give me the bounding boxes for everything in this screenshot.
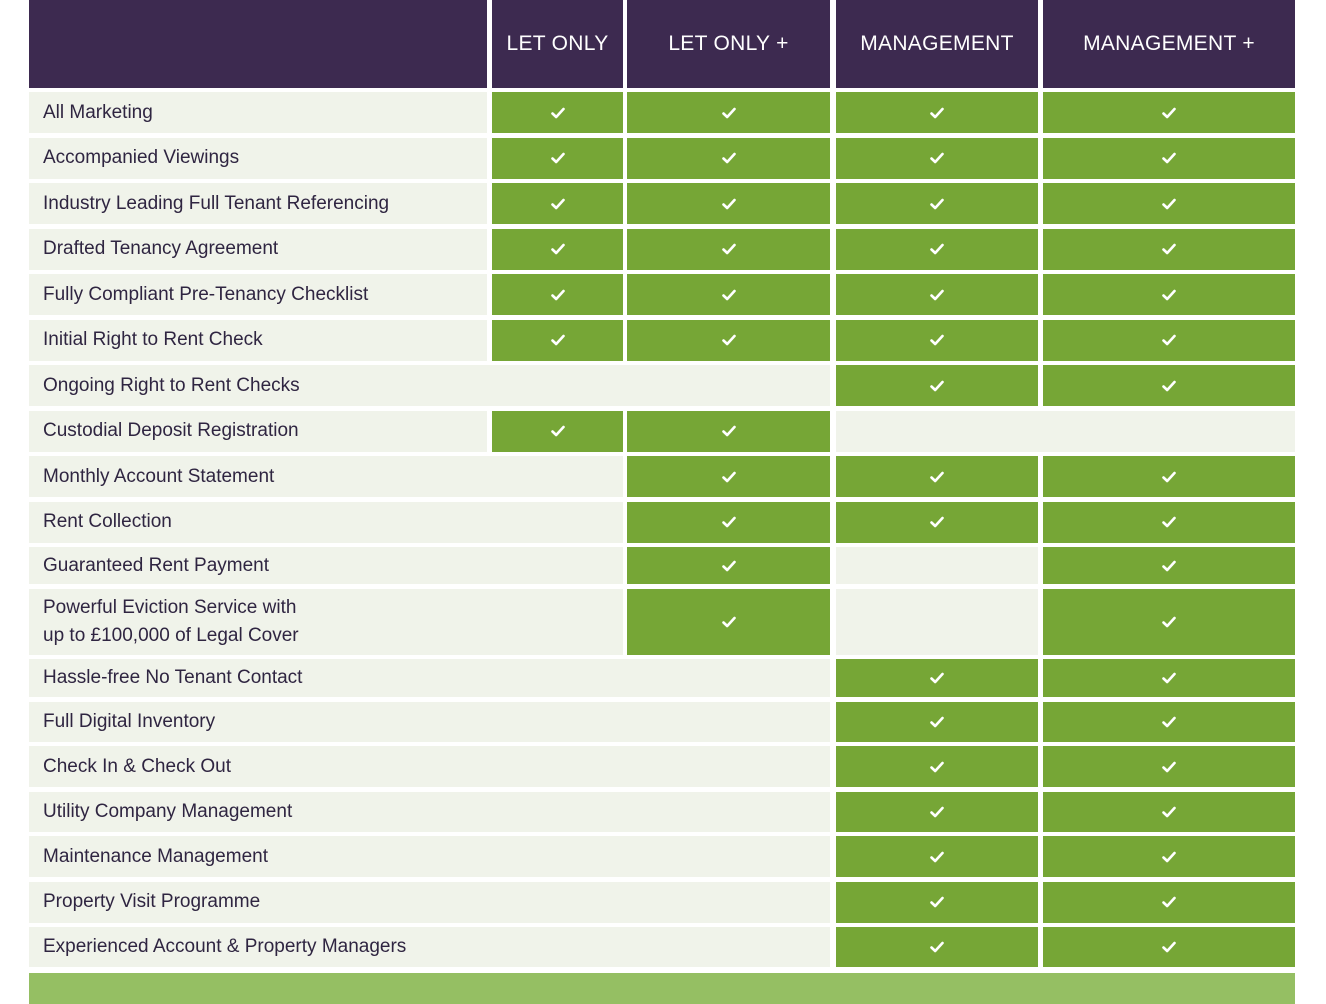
check-cell [627, 183, 830, 224]
check-icon [930, 896, 944, 908]
header-management-plus: MANAGEMENT + [1043, 0, 1295, 88]
empty-cell [836, 547, 1038, 584]
header-management: MANAGEMENT [836, 0, 1038, 88]
empty-cell [487, 659, 830, 697]
check-icon [722, 107, 736, 119]
feature-label: Utility Company Management [29, 792, 487, 832]
check-icon [722, 471, 736, 483]
feature-label: Powerful Eviction Service with up to £100,000 of Legal Cover [29, 589, 487, 655]
check-icon [1162, 289, 1176, 301]
check-cell [492, 411, 623, 452]
check-icon [1162, 334, 1176, 346]
check-cell [627, 411, 830, 452]
check-icon [1162, 941, 1176, 953]
footer-bar [29, 973, 1295, 1004]
check-icon [551, 334, 565, 346]
check-cell [836, 702, 1038, 742]
check-cell [836, 456, 1038, 497]
check-icon [1162, 198, 1176, 210]
check-cell [836, 502, 1038, 543]
check-cell [836, 746, 1038, 787]
empty-cell [487, 882, 830, 923]
check-icon [930, 243, 944, 255]
check-cell [1043, 927, 1295, 967]
check-cell [836, 320, 1038, 361]
check-cell [1043, 547, 1295, 584]
check-icon [930, 107, 944, 119]
check-cell [1043, 456, 1295, 497]
empty-cell [836, 411, 1295, 452]
check-cell [627, 138, 830, 179]
check-cell [627, 547, 830, 584]
check-icon [930, 152, 944, 164]
check-icon [1162, 471, 1176, 483]
check-cell [836, 229, 1038, 270]
check-icon [1162, 806, 1176, 818]
empty-cell [487, 702, 830, 742]
feature-label: Experienced Account & Property Managers [29, 927, 487, 967]
header-blank-cell [29, 0, 487, 88]
check-icon [722, 152, 736, 164]
empty-cell [487, 836, 830, 877]
check-icon [930, 672, 944, 684]
check-icon [722, 560, 736, 572]
check-cell [1043, 274, 1295, 315]
feature-label: Initial Right to Rent Check [29, 320, 487, 361]
check-cell [836, 274, 1038, 315]
check-cell [1043, 138, 1295, 179]
check-icon [722, 243, 736, 255]
check-icon [930, 471, 944, 483]
check-icon [722, 516, 736, 528]
feature-label: Maintenance Management [29, 836, 487, 877]
check-icon [1162, 380, 1176, 392]
check-cell [1043, 882, 1295, 923]
check-cell [836, 882, 1038, 923]
check-cell [836, 927, 1038, 967]
check-icon [930, 516, 944, 528]
check-icon [1162, 560, 1176, 572]
check-cell [836, 92, 1038, 133]
empty-cell [487, 547, 623, 584]
check-cell [1043, 792, 1295, 832]
feature-label: Custodial Deposit Registration [29, 411, 487, 452]
check-cell [627, 456, 830, 497]
check-cell [492, 320, 623, 361]
check-icon [722, 289, 736, 301]
check-icon [930, 941, 944, 953]
check-cell [627, 92, 830, 133]
check-cell [627, 502, 830, 543]
check-cell [627, 274, 830, 315]
check-cell [836, 792, 1038, 832]
check-icon [722, 616, 736, 628]
check-icon [1162, 896, 1176, 908]
check-icon [1162, 851, 1176, 863]
check-icon [1162, 243, 1176, 255]
check-cell [836, 659, 1038, 697]
check-cell [492, 229, 623, 270]
check-icon [930, 380, 944, 392]
check-cell [836, 365, 1038, 406]
check-icon [722, 334, 736, 346]
feature-label: Monthly Account Statement [29, 456, 487, 497]
check-icon [930, 334, 944, 346]
check-cell [836, 183, 1038, 224]
pricing-comparison-table [29, 0, 1295, 1004]
check-cell [492, 138, 623, 179]
check-icon [1162, 107, 1176, 119]
empty-cell [487, 792, 830, 832]
check-icon [1162, 152, 1176, 164]
check-icon [551, 152, 565, 164]
empty-cell [487, 456, 623, 497]
check-cell [492, 183, 623, 224]
check-icon [930, 851, 944, 863]
feature-label: All Marketing [29, 92, 487, 133]
check-icon [551, 289, 565, 301]
check-icon [551, 243, 565, 255]
feature-label: Industry Leading Full Tenant Referencing [29, 183, 487, 224]
feature-label: Hassle-free No Tenant Contact [29, 659, 487, 697]
check-cell [627, 589, 830, 655]
feature-label: Ongoing Right to Rent Checks [29, 365, 487, 406]
check-cell [1043, 365, 1295, 406]
check-icon [930, 716, 944, 728]
check-cell [1043, 589, 1295, 655]
check-icon [1162, 761, 1176, 773]
empty-cell [487, 365, 830, 406]
check-cell [492, 92, 623, 133]
feature-label: Fully Compliant Pre-Tenancy Checklist [29, 274, 487, 315]
check-icon [930, 198, 944, 210]
check-icon [1162, 672, 1176, 684]
check-cell [1043, 836, 1295, 877]
check-icon [722, 198, 736, 210]
empty-cell [487, 746, 830, 787]
header-let-only-plus: LET ONLY + [627, 0, 830, 88]
empty-cell [487, 927, 830, 967]
check-cell [1043, 502, 1295, 543]
check-cell [1043, 702, 1295, 742]
empty-cell [836, 589, 1038, 655]
check-cell [1043, 92, 1295, 133]
check-icon [551, 425, 565, 437]
check-cell [1043, 746, 1295, 787]
check-icon [722, 425, 736, 437]
check-icon [551, 198, 565, 210]
feature-label: Full Digital Inventory [29, 702, 487, 742]
feature-label: Accompanied Viewings [29, 138, 487, 179]
check-cell [627, 229, 830, 270]
check-cell [1043, 659, 1295, 697]
feature-label: Guaranteed Rent Payment [29, 547, 487, 584]
feature-label: Check In & Check Out [29, 746, 487, 787]
check-cell [1043, 320, 1295, 361]
feature-label: Rent Collection [29, 502, 487, 543]
empty-cell [487, 502, 623, 543]
check-icon [930, 761, 944, 773]
check-icon [1162, 716, 1176, 728]
check-icon [1162, 616, 1176, 628]
check-cell [627, 320, 830, 361]
check-icon [551, 107, 565, 119]
feature-label: Property Visit Programme [29, 882, 487, 923]
empty-cell [487, 589, 623, 655]
check-icon [1162, 516, 1176, 528]
check-cell [1043, 229, 1295, 270]
check-icon [930, 289, 944, 301]
header-let-only: LET ONLY [492, 0, 623, 88]
check-cell [836, 138, 1038, 179]
feature-label: Drafted Tenancy Agreement [29, 229, 487, 270]
check-cell [492, 274, 623, 315]
check-cell [1043, 183, 1295, 224]
check-cell [836, 836, 1038, 877]
check-icon [930, 806, 944, 818]
